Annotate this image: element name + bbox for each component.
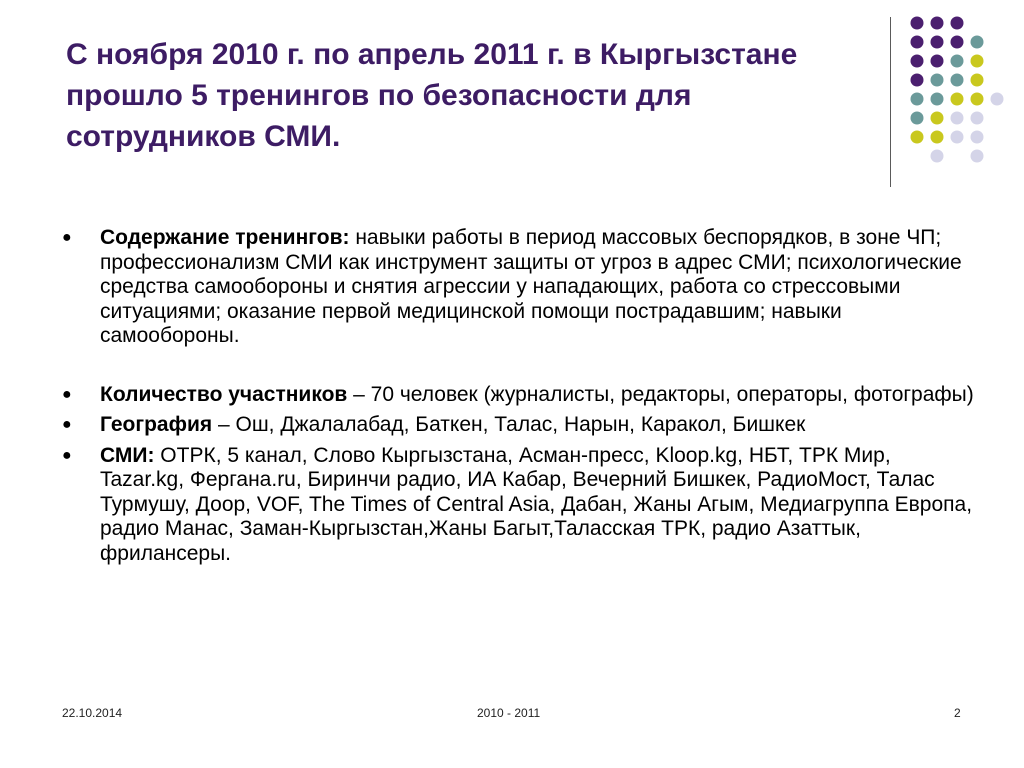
- decorative-dot: [951, 112, 964, 125]
- decorative-dot: [951, 93, 964, 106]
- decorative-dot: [931, 150, 944, 163]
- decorative-dot: [991, 93, 1004, 106]
- decorative-dot: [931, 36, 944, 49]
- decorative-dot: [911, 112, 924, 125]
- decorative-dot: [951, 36, 964, 49]
- decorative-dot: [971, 150, 984, 163]
- bullet-text: – 70 человек (журналисты, редакторы, операторы, фотографы): [347, 382, 974, 406]
- decorative-dot: [931, 55, 944, 68]
- bullet-label: География: [100, 413, 213, 436]
- bullet-text: ОТРК, 5 канал, Слово Кыргызстана, Асман-пресс, Kloop.kg, НБТ, ТРК Мир, Tazar.kg, Фергана.ru, Биринчи радио, ИА Кабар, Вечерний Бишкек, РадиоМост, Талас Турмушу, Доор, VOF, The Times of Central Asia, Дабан, Жаны Агым, Медиагруппа Европа, радио Манас, Заман-Кыргызстан,Жаны Багыт,Таласская ТРК, радио Азаттык, фрилансеры.: [100, 443, 973, 565]
- bullet-label: СМИ:: [100, 443, 155, 467]
- decorative-dot: [911, 74, 924, 87]
- slide-title: С ноября 2010 г. по апрель 2011 г. в Кыргызстане прошло 5 тренингов по безопасности для сотрудников СМИ.: [66, 38, 798, 153]
- bullet-list: [62, 226, 980, 566]
- decorative-dot: [951, 131, 964, 144]
- decorative-dot: [931, 93, 944, 106]
- decorative-dot: [951, 74, 964, 87]
- bullet-icon: ●: [62, 385, 72, 403]
- decorative-dot: [971, 36, 984, 49]
- decorative-dot: [931, 74, 944, 87]
- decorative-dot: [971, 55, 984, 68]
- bullet-icon: ●: [62, 229, 72, 246]
- bullet-icon: ●: [62, 446, 72, 464]
- bullet-text: навыки работы в период массовых беспорядков, в зоне ЧП; профессионализм СМИ как инструмент защиты от угроз в адрес СМИ; психологические средства самообороны и снятия агрессии у нападающих, работа со стрессовыми ситуациями; оказание первой медицинской помощи пострадавшим; навыки самообороны.: [100, 226, 962, 347]
- bullet-label: Количество участников: [100, 382, 348, 406]
- decorative-dot: [911, 55, 924, 68]
- decorative-dot: [931, 17, 944, 30]
- decorative-dot: [971, 74, 984, 87]
- decorative-dot: [911, 36, 924, 49]
- decorative-dot: [971, 131, 984, 144]
- decorative-dot: [911, 131, 924, 144]
- footer-date: 22.10.2014: [62, 706, 123, 720]
- decorative-dot: [971, 112, 984, 125]
- decorative-dot: [911, 93, 924, 106]
- decorative-dot: [971, 93, 984, 106]
- bullet-icon: ●: [62, 416, 72, 433]
- bullet-text: – Ош, Джалалабад, Баткен, Талас, Нарын, Каракол, Бишкек: [212, 413, 806, 436]
- list-item: [62, 226, 980, 349]
- footer-center-text: 2010 - 2011: [477, 706, 541, 720]
- bullet-label: Содержание тренингов:: [100, 226, 350, 249]
- decorative-dot: [931, 131, 944, 144]
- decorative-dot: [951, 55, 964, 68]
- list-item: [62, 382, 980, 408]
- vertical-divider: [890, 17, 891, 187]
- decorative-dot: [911, 17, 924, 30]
- footer-page-number: 2: [954, 706, 961, 720]
- decorative-dot: [931, 112, 944, 125]
- decorative-dot: [951, 17, 964, 30]
- list-item: [62, 443, 980, 567]
- list-item: [62, 413, 980, 438]
- decorative-dot-grid: [0, 0, 1024, 200]
